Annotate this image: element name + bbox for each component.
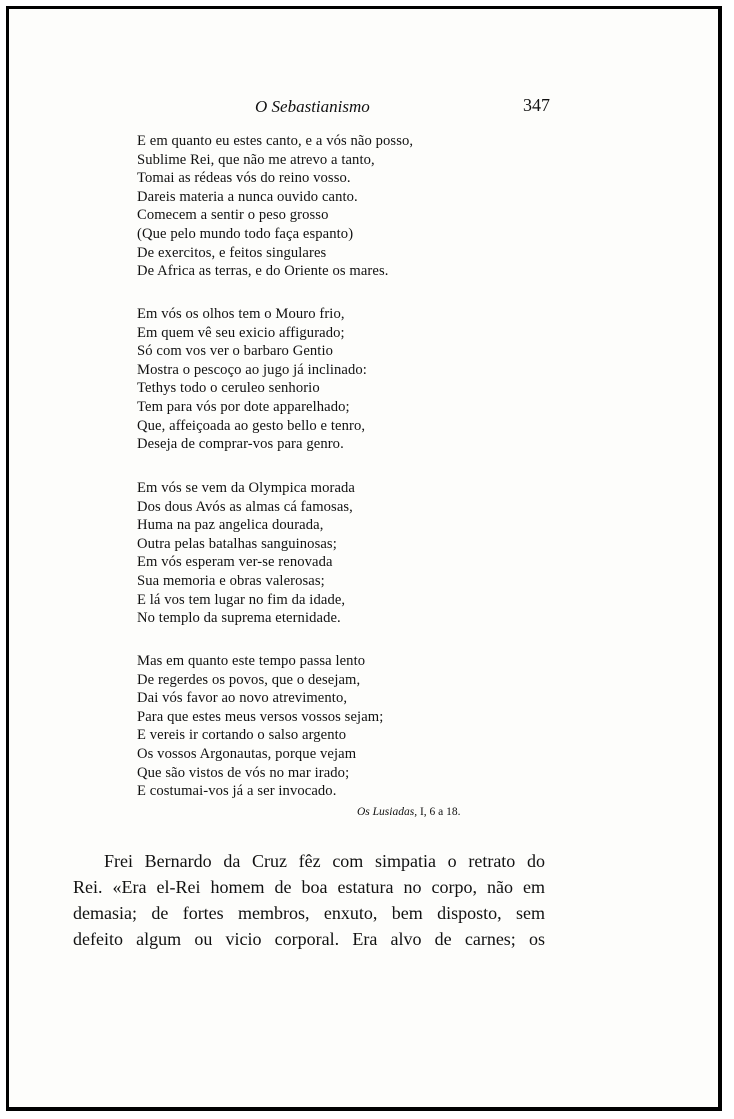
verse-line: De Africa as terras, e do Oriente os mares. (137, 263, 389, 280)
verse-line: Que, affeiçoada ao gesto bello e tenro, (137, 417, 366, 434)
verse-line: De exercitos, e feitos singulares (137, 244, 327, 261)
verse-line: Em vós se vem da Olympica morada (137, 480, 355, 496)
verse-line: Outra pelas batalhas sanguinosas; (137, 535, 337, 552)
verse-line: Que são vistos de vós no mar irado; (137, 764, 350, 781)
poem-citation (357, 806, 461, 818)
verse-line: E costumai-vos já a ser invocado. (137, 783, 337, 800)
running-title: O Sebastianismo (255, 97, 370, 116)
verse-line: Huma na paz angelica dourada, (137, 517, 324, 534)
verse-line: Mostra o pescoço ao jugo já inclinado: (137, 361, 367, 378)
verse-line: (Que pelo mundo todo faça espanto) (137, 225, 354, 242)
poem-stanza (137, 305, 517, 454)
verse-line: Só com vos ver o barbaro Gentio (137, 343, 334, 360)
verse-line: Mas em quanto este tempo passa lento (137, 653, 366, 669)
verse-line: No templo da suprema eternidade. (137, 610, 341, 627)
page-number: 347 (523, 95, 550, 115)
verse-line: E vereis ir cortando o salso argento (137, 727, 347, 744)
citation-reference: I, 6 a 18. (419, 806, 461, 818)
poem-stanza (137, 652, 517, 801)
verse-line: Tethys todo o ceruleo senhorio (137, 380, 320, 397)
poem-stanza (137, 132, 517, 281)
prose-line: Frei Bernardo da Cruz fêz com simpatia o retrato do (104, 851, 545, 871)
verse-line: Dai vós favor ao novo atrevimento, (137, 690, 348, 707)
verse-line: Em vós os olhos tem o Mouro frio, (137, 306, 345, 322)
verse-line: Tomai as rédeas vós do reino vosso. (137, 170, 351, 187)
prose-line: defeito algum ou vicio corporal. Era alvo de carnes; os (73, 929, 545, 949)
verse-line: Em quem vê seu exicio affigurado; (137, 324, 345, 341)
verse-line: E lá vos tem lugar no fim da idade, (137, 591, 346, 608)
verse-line: Sublime Rei, que não me atrevo a tanto, (137, 151, 375, 168)
prose-line: demasia; de fortes membros, enxuto, bem disposto, sem (73, 903, 545, 923)
prose-line: Rei. «Era el-Rei homem de boa estatura no corpo, não em (73, 877, 545, 897)
citation-work: Os Lusiadas, (357, 806, 418, 818)
verse-line: Para que estes meus versos vossos sejam; (137, 708, 384, 725)
verse-line: Em vós esperam ver-se renovada (137, 554, 333, 571)
verse-line: Deseja de comprar-vos para genro. (137, 436, 344, 453)
verse-line: De regerdes os povos, que o desejam, (137, 671, 361, 688)
verse-line: Comecem a sentir o peso grosso (137, 207, 329, 224)
verse-line: Dos dous Avós as almas cá famosas, (137, 498, 353, 515)
verse-line: Os vossos Argonautas, porque vejam (137, 745, 357, 762)
verse-line: Sua memoria e obras valerosas; (137, 572, 325, 589)
poem-stanza (137, 479, 517, 628)
verse-line: Tem para vós por dote apparelhado; (137, 398, 350, 415)
verse-line: E em quanto eu estes canto, e a vós não posso, (137, 133, 414, 149)
verse-line: Dareis materia a nunca ouvido canto. (137, 188, 358, 205)
prose-paragraph (73, 848, 545, 952)
